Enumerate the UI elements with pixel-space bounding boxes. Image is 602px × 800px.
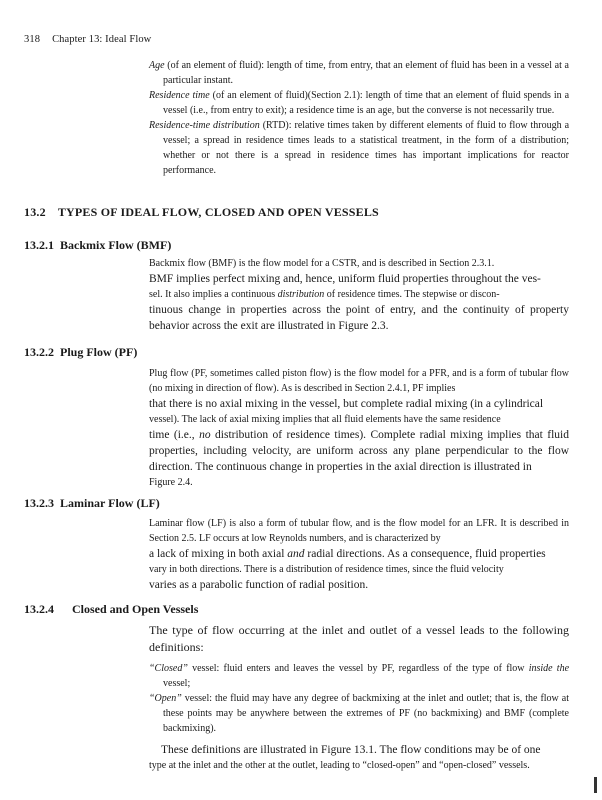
paragraph-line: tinuous change in properties across the point of entry, and the continuity of property behavior across the exit are illustrated in Figure 2.3. [149,304,569,332]
section-title: TYPES OF IDEAL FLOW, CLOSED AND OPEN VESSELS [57,205,379,219]
paragraph-line: varies as a parabolic function of radial position. [149,579,369,591]
subsection-title: Backmix Flow (BMF) [60,238,172,252]
definition-text: (RTD): relative times taken by different elements of fluid to flow through a vessel; a spread in residence times leads to a statistical treatment, in the form of a distribution; whether or not there is a spread in residence times has important implications for reactor performance. [163,120,570,176]
subsection-title: Plug Flow (PF) [60,345,138,359]
definition-age [149,58,569,88]
paragraph-bmf [149,256,569,334]
scan-edge-mark [594,777,597,793]
subsection-number: 13.2.2 [24,345,54,359]
subsection-heading-13-2-3 [24,496,160,511]
paragraph-line: The type of flow occurring at the inlet and outlet of a vessel leads to the following definitions: [149,623,569,654]
paragraph-line: These definitions are illustrated in Figure 13.1. The flow conditions may be of one [161,744,541,756]
definition-open-vessel: “Open” vessel: the fluid may have any degree of backmixing at the inlet and outlet; that is, the flow at these points may be anywhere between the extremes of PF (no backmixing) and BMF (complete backmixing). [149,693,569,734]
section-number: 13.2 [24,205,46,219]
paragraph-line: BMF implies perfect mixing and, hence, uniform fluid properties throughout the ves- [149,273,541,285]
definition-text: (of an element of fluid): length of time, from entry, that an element of fluid has been in a vessel at a particular instant. [163,60,569,86]
paragraph-line: vary in both directions. There is a distribution of residence times, since the fluid velocity [149,564,504,575]
paragraph-pf [149,366,569,490]
paragraph-line: Backmix flow (BMF) is the flow model for a CSTR, and is described in Section 2.3.1. [149,258,495,269]
vessel-definitions [149,661,569,736]
subsection-number: 13.2.1 [24,238,54,252]
subsection-title: Laminar Flow (LF) [60,496,160,510]
subsection-number: 13.2.4 [24,602,54,616]
paragraph-closed-open [149,622,569,773]
running-head [24,34,151,45]
definition-term: Age [149,60,165,71]
paragraph-line: Figure 2.4. [149,477,193,488]
paragraph-lf [149,516,569,593]
paragraph-line: sel. It also implies a continuous distribution of residence times. The stepwise or discon- [149,289,500,300]
definition-residence-time [149,88,569,118]
definition-text: (of an element of fluid)(Section 2.1): length of time that an element of fluid spends in a vessel (i.e., from entry to exit); a residence time is an age, but the converse is not necessarily true. [163,90,570,116]
definitions-list [149,58,569,178]
page-number: 318 [24,34,41,45]
section-heading-13-2 [24,205,379,220]
definition-rtd [149,118,569,178]
definition-closed-vessel: “Closed” vessel: fluid enters and leaves the vessel by PF, regardless of the type of flow inside the vessel; [149,663,570,689]
subsection-number: 13.2.3 [24,496,54,510]
definition-term: Residence time [149,90,210,101]
paragraph-line: Laminar flow (LF) is also a form of tubular flow, and is the flow model for an LFR. It is described in Section 2.5. LF occurs at low Reynolds numbers, and is characterized by [149,518,569,544]
chapter-title: Chapter 13: Ideal Flow [52,34,152,45]
paragraph-line: time (i.e., no distribution of residence times). Complete radial mixing implies that fluid properties, including velocity, are uniform across any plane perpendicular to the flow direction. The continuous change in properties in the axial direction is illustrated in [149,429,569,473]
subsection-heading-13-2-2 [24,345,137,360]
paragraph-line: Plug flow (PF, sometimes called piston flow) is the flow model for a PFR, and is a form of tubular flow (no mixing in direction of flow). As is described in Section 2.4.1, PF implies [149,368,569,394]
subsection-title: Closed and Open Vessels [72,602,199,616]
paragraph-line: type at the inlet and the other at the outlet, leading to “closed-open” and “open-closed” vessels. [149,760,530,771]
paragraph-line: that there is no axial mixing in the vessel, but complete radial mixing (in a cylindrical [149,398,544,410]
subsection-heading-13-2-4 [24,602,198,617]
definition-term: Residence-time distribution [149,120,260,131]
paragraph-line: vessel). The lack of axial mixing implies that all fluid elements have the same residence [149,414,501,425]
paragraph-line: a lack of mixing in both axial and radial directions. As a consequence, fluid properties [149,548,546,560]
subsection-heading-13-2-1 [24,238,171,253]
